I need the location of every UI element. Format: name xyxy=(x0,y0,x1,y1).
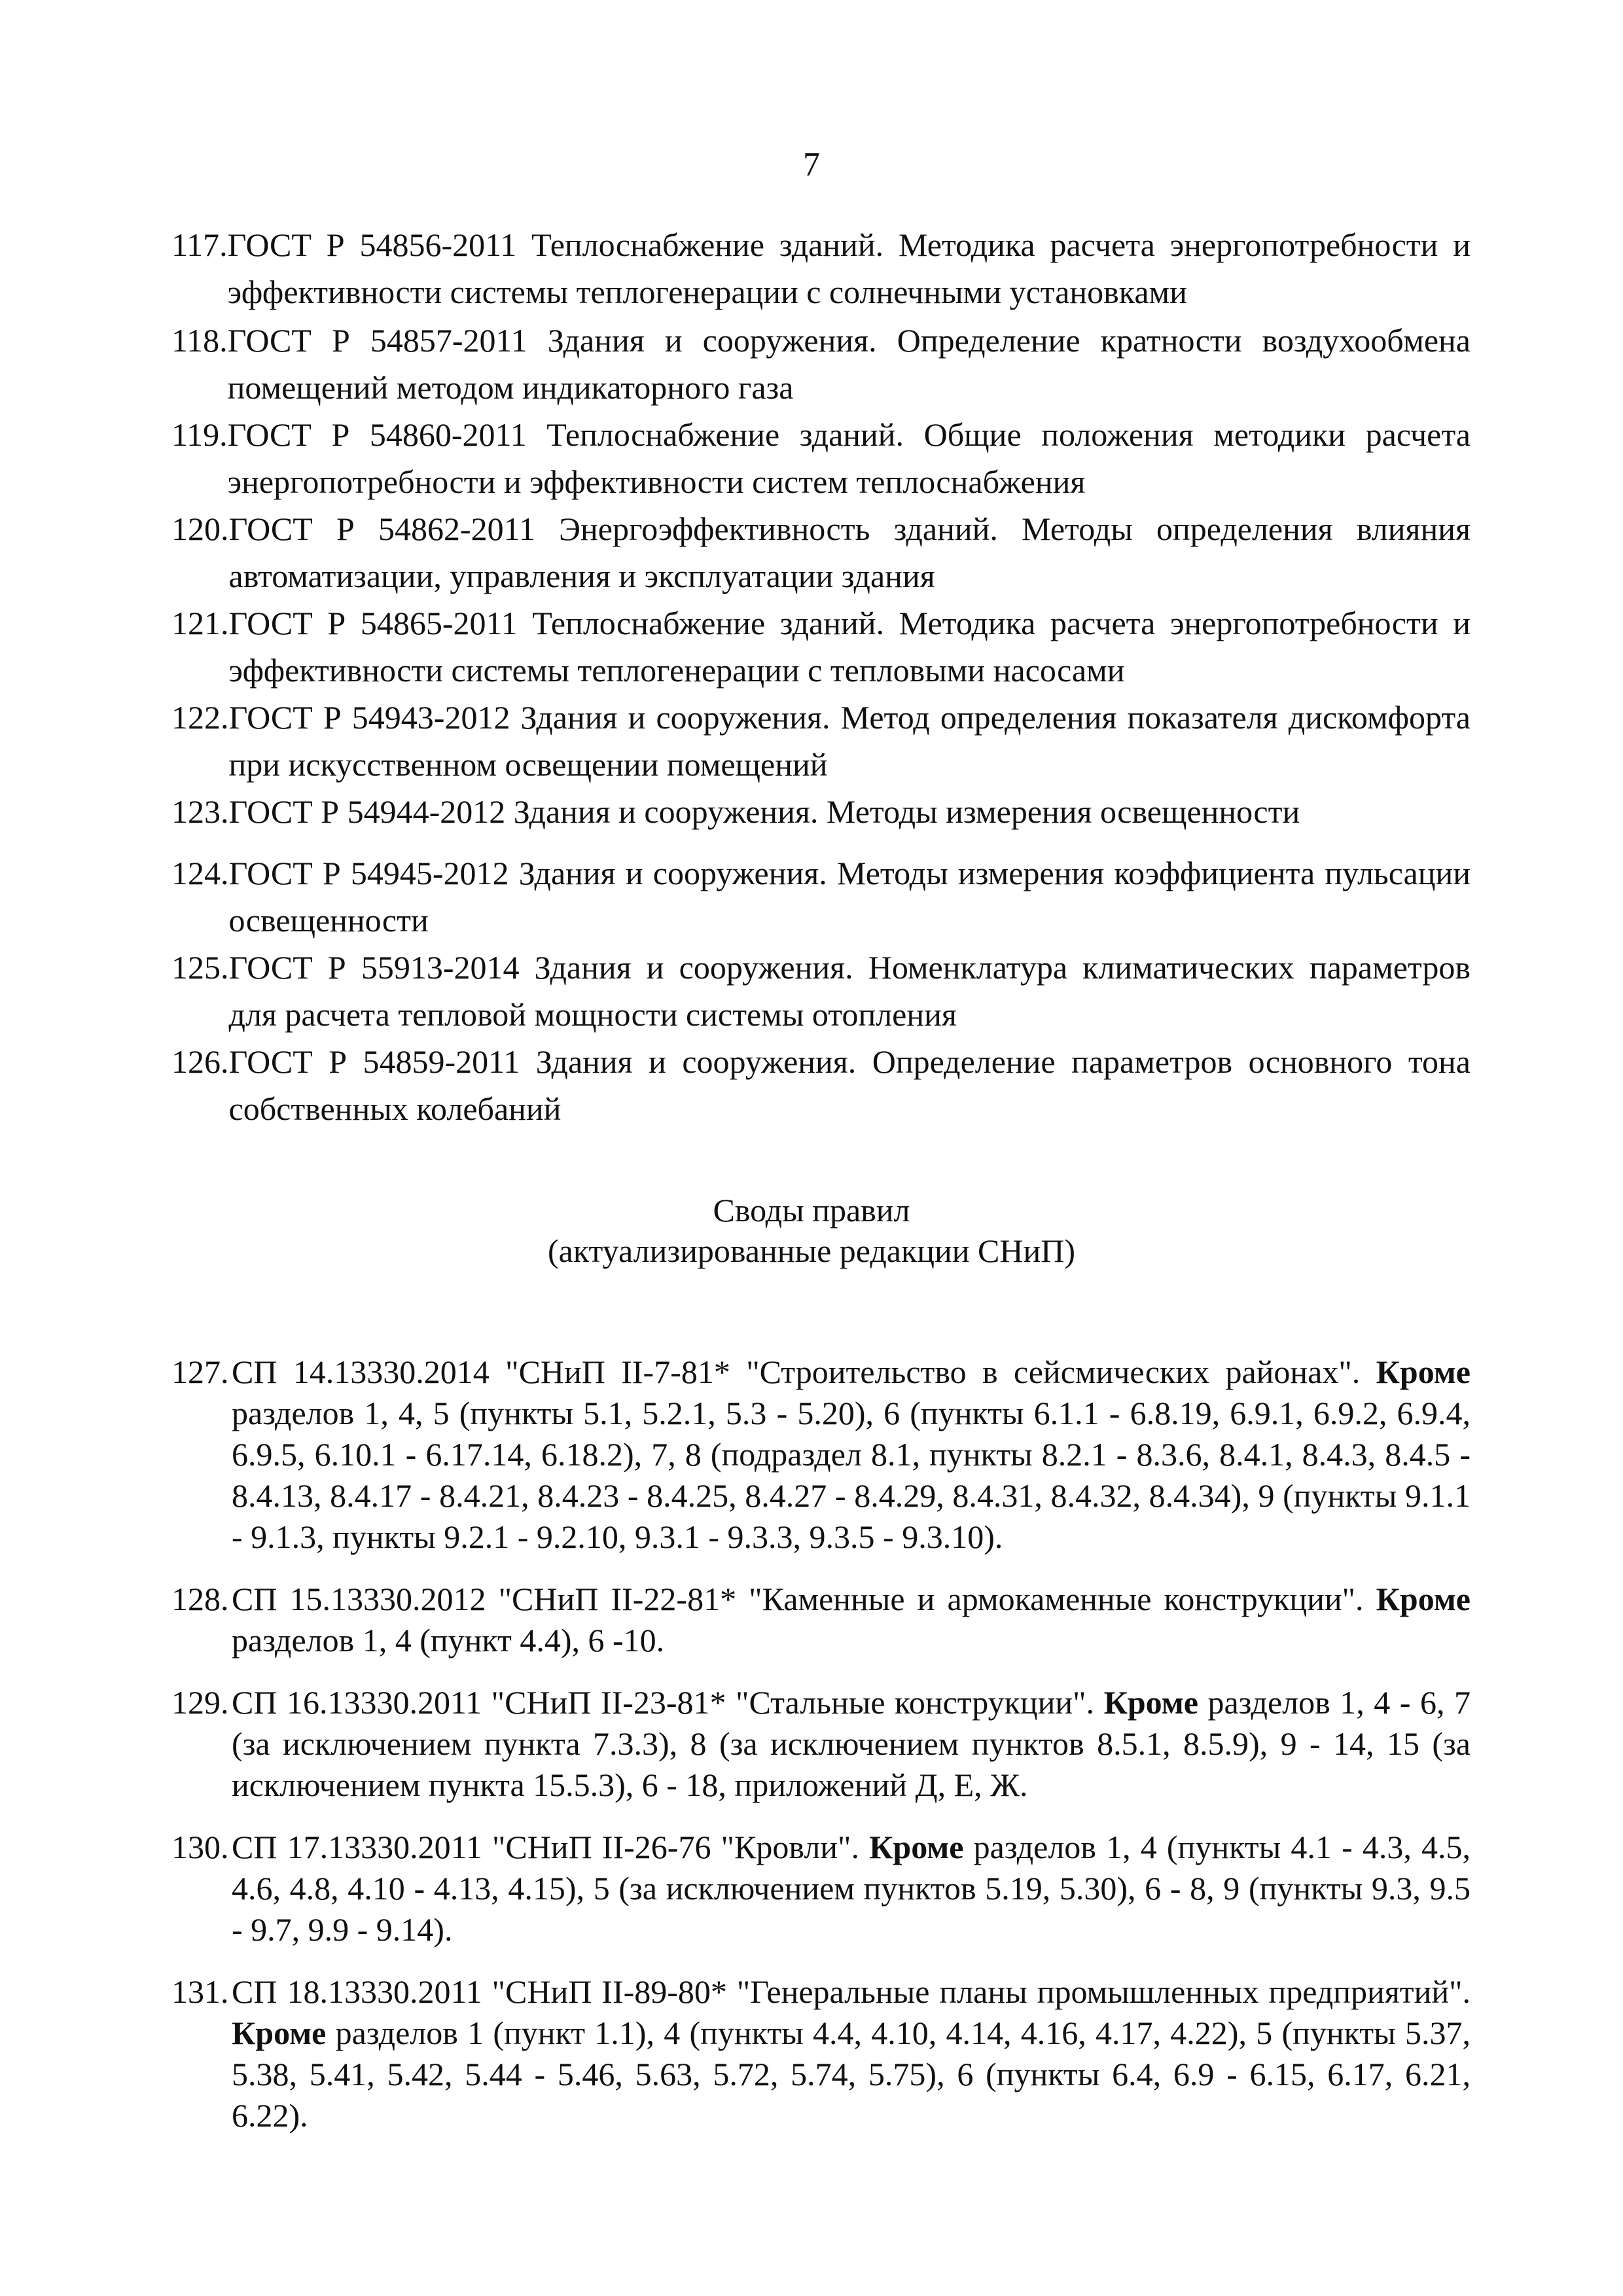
item-number: 130. xyxy=(171,1829,229,1865)
list-item xyxy=(171,411,1471,505)
list-item xyxy=(171,850,1471,944)
section-subtitle: (актуализированные редакции СНиП) xyxy=(547,1232,1075,1269)
item-number: 118. xyxy=(171,322,228,359)
list-item xyxy=(171,505,1471,600)
sp-rules-list xyxy=(171,1352,1471,2136)
list-item xyxy=(171,221,1471,317)
item-lead: СП 15.13330.2012 "СНиП II-22-81* "Каменные и армокаменные конструкции". xyxy=(232,1581,1376,1617)
item-text: ГОСТ Р 54944-2012 Здания и сооружения. Методы измерения освещенности xyxy=(228,793,1300,830)
item-keyword: Кроме xyxy=(1376,1354,1471,1390)
item-number: 122. xyxy=(171,699,229,736)
item-number: 124. xyxy=(171,855,229,891)
list-item xyxy=(171,694,1471,788)
item-number: 120. xyxy=(171,511,229,547)
list-item xyxy=(171,1971,1471,2136)
item-number: 127. xyxy=(171,1354,229,1390)
list-item xyxy=(171,317,1471,411)
item-text: ГОСТ Р 55913-2014 Здания и сооружения. Номенклатура климатических параметров для расчета тепловой мощности системы отопления xyxy=(228,949,1471,1033)
item-number: 131. xyxy=(171,1973,229,2010)
item-text: ГОСТ Р 54859-2011 Здания и сооружения. Определение параметров основного тона собственных колебаний xyxy=(228,1043,1471,1127)
item-text xyxy=(232,1971,1471,2136)
list-item xyxy=(171,600,1471,694)
item-number: 121. xyxy=(171,605,229,641)
item-text: ГОСТ Р 54862-2011 Энергоэффективность зданий. Методы определения влияния автоматизации, управления и эксплуатации здания xyxy=(228,511,1471,594)
item-rest: разделов 1, 4 - 6, 7 (за исключением пункта 7.3.3), 8 (за исключением пунктов 8.5.1, 8.5.9), 9 - 14, 15 (за исключением пункта 15.5.3), 6 - 18, приложений Д, Е, Ж. xyxy=(232,1684,1471,1803)
item-text xyxy=(232,1682,1471,1827)
item-rest: разделов 1 (пункт 1.1), 4 (пункты 4.4, 4.10, 4.14, 4.16, 4.17, 4.22), 5 (пункты 5.37, 5.38, 5.41, 5.42, 5.44 - 5.46, 5.63, 5.72, 5.74, 5.75), 6 (пункты 6.4, 6.9 - 6.15, 6.17, 6.21, 6.22). xyxy=(232,2015,1471,2134)
list-item xyxy=(171,1352,1471,1579)
item-text xyxy=(232,1827,1471,1971)
item-number: 123. xyxy=(171,793,229,830)
item-text xyxy=(232,1352,1471,1579)
item-number: 125. xyxy=(171,949,229,986)
item-lead: СП 16.13330.2011 "СНиП II-23-81* "Стальные конструкции". xyxy=(232,1684,1104,1721)
list-item xyxy=(171,1579,1471,1682)
item-text: ГОСТ Р 54857-2011 Здания и сооружения. Определение кратности воздухообмена помещений методом индикаторного газа xyxy=(227,322,1471,406)
item-keyword: Кроме xyxy=(869,1829,964,1865)
list-item xyxy=(171,1682,1471,1827)
item-text: ГОСТ Р 54943-2012 Здания и сооружения. Метод определения показателя дискомфорта при искусственном освещении помещений xyxy=(228,699,1471,783)
page-number: 7 xyxy=(803,146,820,183)
item-text: ГОСТ Р 54865-2011 Теплоснабжение зданий. Методика расчета энергопотребности и эффективности системы теплогенерации с тепловыми насосами xyxy=(228,605,1471,689)
item-lead: СП 17.13330.2011 "СНиП II-26-76 "Кровли". xyxy=(232,1829,870,1865)
list-item xyxy=(171,788,1471,850)
section-title: Своды правил xyxy=(713,1192,910,1229)
item-rest: разделов 1, 4 (пункт 4.4), 6 -10. xyxy=(232,1622,665,1659)
item-text: ГОСТ Р 54860-2011 Теплоснабжение зданий. Общие положения методики расчета энергопотребности и эффективности систем теплоснабжения xyxy=(227,416,1471,500)
item-rest: разделов 1, 4, 5 (пункты 5.1, 5.2.1, 5.3 - 5.20), 6 (пункты 6.1.1 - 6.8.19, 6.9.1, 6.9.2, 6.9.4, 6.9.5, 6.10.1 - 6.17.14, 6.18.2), 7, 8 (подраздел 8.1, пункты 8.2.1 - 8.3.6, 8.4.1, 8.4.3, 8.4.5 - 8.4.13, 8.4.17 - 8.4.21, 8.4.23 - 8.4.25, 8.4.27 - 8.4.29, 8.4.31, 8.4.32, 8.4.34), 9 (пункты 9.1.1 - 9.1.3, пункты 9.2.1 - 9.2.10, 9.3.1 - 9.3.3, 9.3.5 - 9.3.10). xyxy=(232,1395,1471,1555)
item-text: ГОСТ Р 54856-2011 Теплоснабжение зданий. Методика расчета энергопотребности и эффективности системы теплогенерации с солнечными установками xyxy=(227,226,1471,310)
item-keyword: Кроме xyxy=(232,2015,327,2051)
item-number: 126. xyxy=(171,1043,229,1080)
item-lead: СП 14.13330.2014 "СНиП II-7-81* "Строительство в сейсмических районах". xyxy=(232,1354,1376,1390)
item-number: 117. xyxy=(171,226,228,263)
item-keyword: Кроме xyxy=(1103,1684,1198,1721)
list-item xyxy=(171,944,1471,1038)
item-number: 119. xyxy=(171,416,228,453)
item-rest: разделов 1, 4 (пункты 4.1 - 4.3, 4.5, 4.6, 4.8, 4.10 - 4.13, 4.15), 5 (за исключением пунктов 5.19, 5.30), 6 - 8, 9 (пункты 9.3, 9.5 - 9.7, 9.9 - 9.14). xyxy=(232,1829,1471,1948)
list-item xyxy=(171,1827,1471,1971)
item-text xyxy=(232,1579,1471,1682)
gost-standards-list xyxy=(171,221,1471,1132)
item-keyword: Кроме xyxy=(1376,1581,1471,1617)
item-lead: СП 18.13330.2011 "СНиП II-89-80* "Генеральные планы промышленных предприятий". xyxy=(232,1973,1471,2010)
item-number: 128. xyxy=(171,1581,229,1617)
list-item xyxy=(171,1038,1471,1132)
item-number: 129. xyxy=(171,1684,229,1721)
item-text: ГОСТ Р 54945-2012 Здания и сооружения. Методы измерения коэффициента пульсации освещенности xyxy=(228,855,1471,939)
